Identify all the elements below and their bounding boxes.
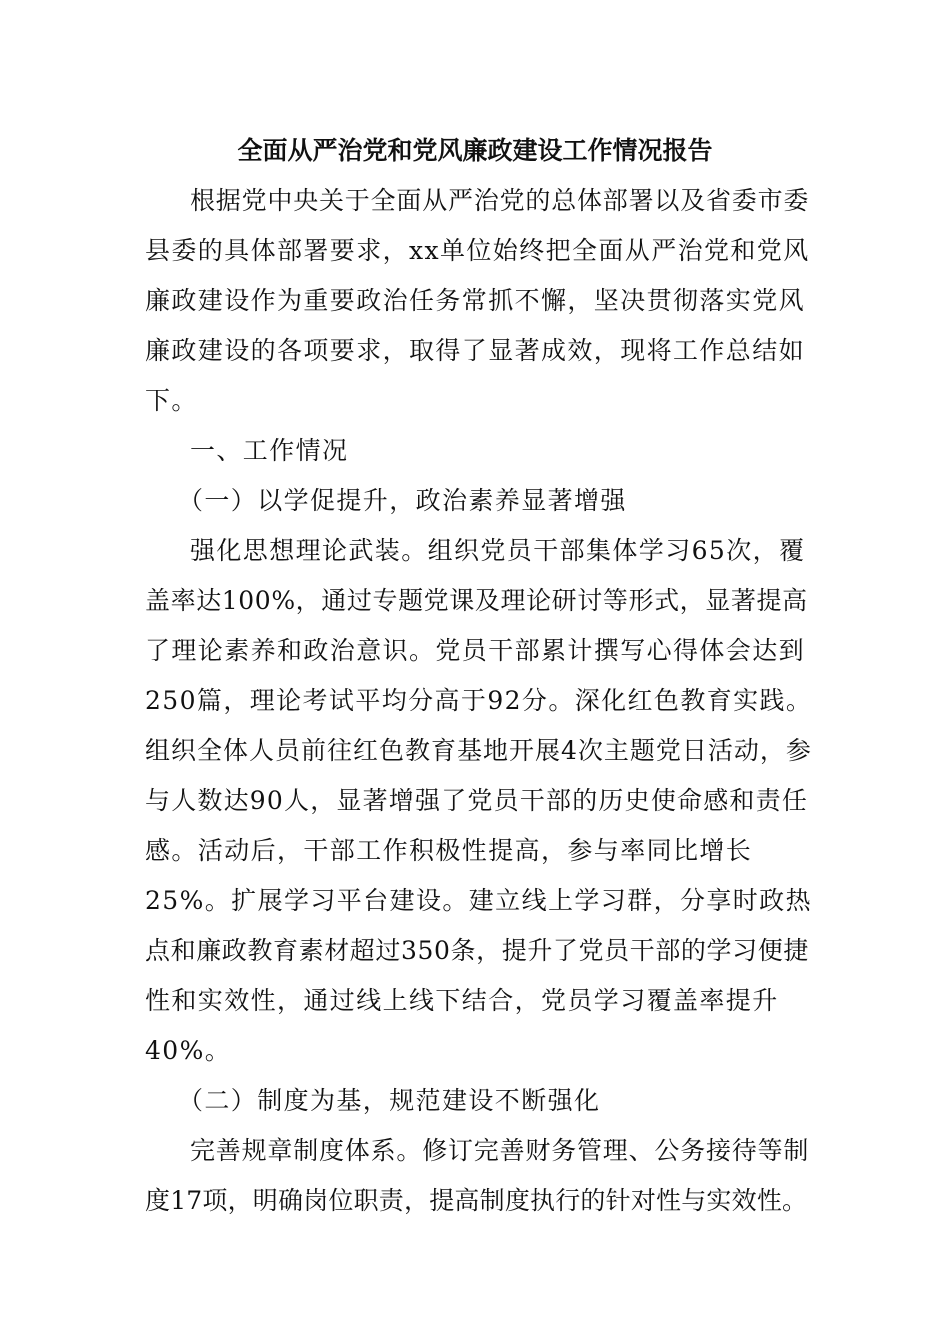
paragraph-line: 度17项，明确岗位职责，提高制度执行的针对性与实效性。 — [145, 1186, 808, 1215]
paragraph-line: 与人数达90人，显著增强了党员干部的历史使命感和责任 — [145, 786, 809, 815]
paragraph-line: 组织全体人员前往红色教育基地开展4次主题党日活动，参 — [145, 736, 812, 765]
paragraph-line: 根据党中央关于全面从严治党的总体部署以及省委市委 — [190, 186, 810, 215]
paragraph-line: 40%。 — [145, 1036, 232, 1065]
subsection-heading: （一）以学促提升，政治素养显著增强 — [178, 486, 627, 515]
paragraph-line: 250篇，理论考试平均分高于92分。深化红色教育实践。 — [145, 686, 813, 715]
paragraph-line: 性和实效性，通过线上线下结合，党员学习覆盖率提升 — [145, 986, 779, 1015]
paragraph-line: 盖率达100%，通过专题党课及理论研讨等形式，显著提高 — [145, 586, 808, 615]
section-heading: 一、工作情况 — [190, 436, 349, 465]
paragraph-line: 强化思想理论武装。组织党员干部集体学习65次，覆 — [190, 536, 806, 565]
paragraph-line: 廉政建设的各项要求，取得了显著成效，现将工作总结如 — [145, 336, 806, 365]
paragraph-line: 25%。扩展学习平台建设。建立线上学习群，分享时政热 — [145, 886, 812, 915]
paragraph-line: 下。 — [145, 386, 198, 415]
paragraph-line: 了理论素养和政治意识。党员干部累计撰写心得体会达到 — [145, 636, 806, 665]
paragraph-line: 点和廉政教育素材超过350条，提升了党员干部的学习便捷 — [145, 936, 809, 965]
paragraph-line: 感。活动后，干部工作积极性提高，参与率同比增长 — [145, 836, 753, 865]
paragraph-line: 县委的具体部署要求，xx单位始终把全面从严治党和党风 — [145, 236, 810, 265]
paragraph-line: 廉政建设作为重要政治任务常抓不懈，坚决贯彻落实党风 — [145, 286, 806, 315]
document-title: 全面从严治党和党风廉政建设工作情况报告 — [237, 136, 713, 165]
paragraph-line: 完善规章制度体系。修订完善财务管理、公务接待等制 — [190, 1136, 810, 1165]
subsection-heading: （二）制度为基，规范建设不断强化 — [178, 1086, 601, 1115]
